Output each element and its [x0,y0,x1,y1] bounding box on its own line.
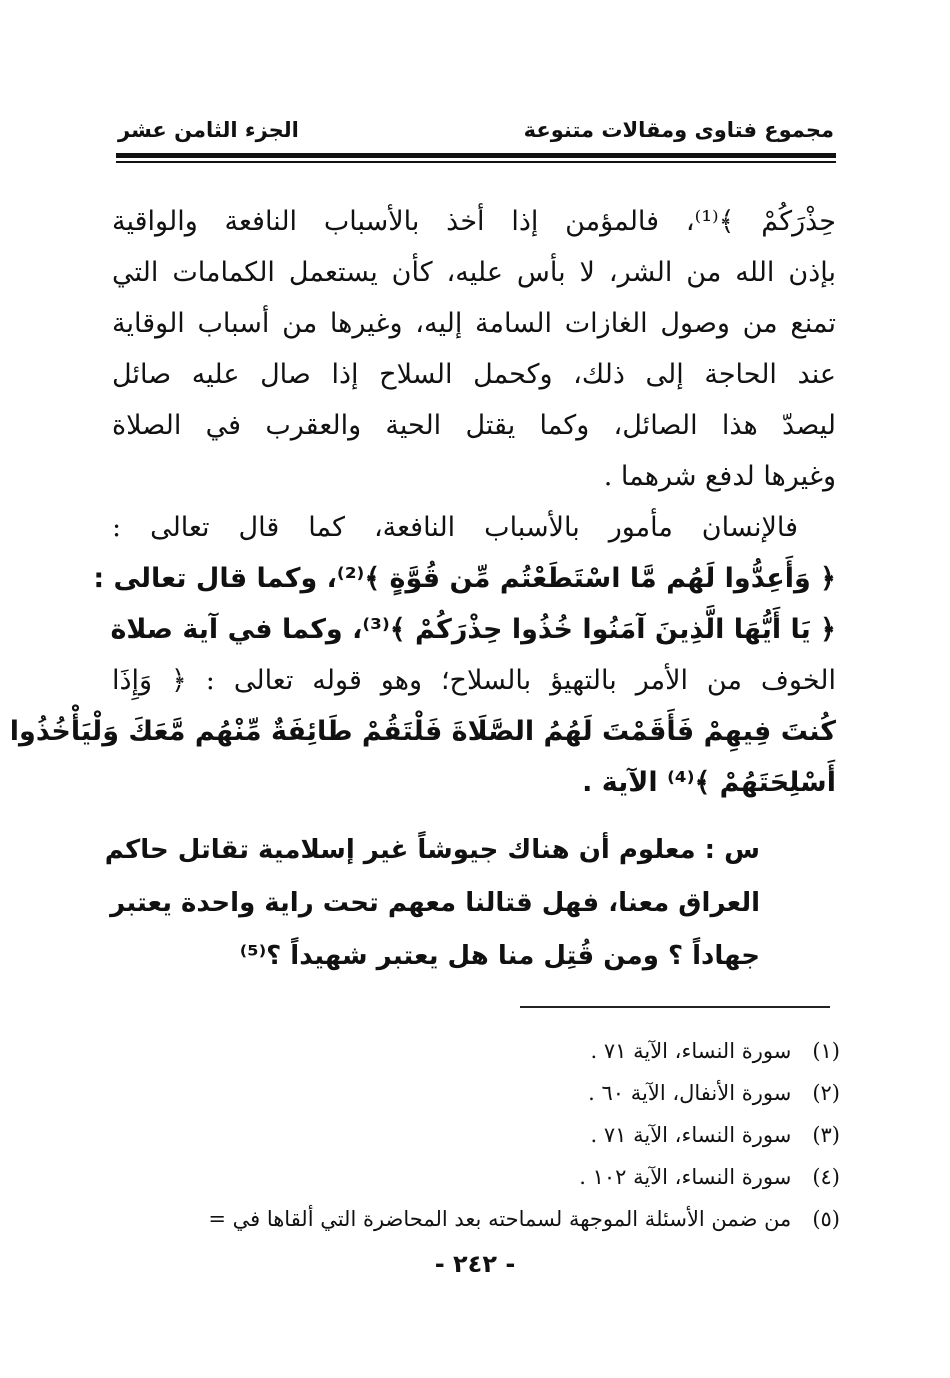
running-header [118,118,834,150]
footnote [112,1030,840,1072]
volume-label: الجزء الثامن عشر [118,118,299,142]
question-line: العراق معنا، فهل قتالنا معهم تحت راية واحدة يعتبر [110,888,760,918]
body-line: تمنع من وصول الغازات السامة إليه، وغيرها من أسباب الوقاية [112,308,837,339]
footnote-separator [520,1006,830,1008]
quran-line: أَسْلِحَتَهُمْ ﴾⁽⁴⁾ الآية . [582,767,836,798]
header-rule-thin [116,161,836,163]
body-line: ليصدّ هذا الصائل، وكما يقتل الحية والعقرب في الصلاة [112,410,836,441]
footnote-number: (٢) [812,1081,840,1105]
quran-line: ﴿ وَأَعِدُّوا لَهُم مَّا اسْتَطَعْتُم مِّن قُوَّةٍ ﴾⁽²⁾، وكما قال تعالى : [93,563,836,594]
footnote [112,1198,840,1240]
body-line: الخوف من الأمر بالتهيؤ بالسلاح؛ وهو قوله تعالى : ﴿ وَإِذَا [112,665,836,696]
header-rule-thick [116,153,836,158]
footnote-text: سورة النساء، الآية ١٠٢ . [579,1165,792,1189]
footnote [112,1156,840,1198]
book-title: مجموع فتاوى ومقالات متنوعة [523,118,834,142]
footnote-text: من ضمن الأسئلة الموجهة لسماحته بعد المحاضرة التي ألقاها في = [208,1207,792,1231]
footnotes [112,1030,840,1240]
footnote-text: سورة الأنفال، الآية ٦٠ . [588,1081,792,1105]
footnote-number: (١) [812,1039,840,1063]
body-line: فالإنسان مأمور بالأسباب النافعة، كما قال تعالى : [112,512,798,543]
footnote [112,1114,840,1156]
question-line: س : معلوم أن هناك جيوشاً غير إسلامية تقاتل حاكم [104,835,760,865]
question-line: جهاداً ؟ ومن قُتِل منا هل يعتبر شهيداً ؟⁽⁵⁾ [239,941,760,971]
body-line: حِذْرَكُمْ ﴾⁽¹⁾، فالمؤمن إذا أخذ بالأسباب النافعة والواقية [112,206,836,237]
page-number: - ٢٤٢ - [434,1250,516,1278]
body-line: وغيرها لدفع شرهما . [603,461,836,492]
footnote-text: سورة النساء، الآية ٧١ . [590,1123,792,1147]
quran-line: ﴿ يَا أَيُّهَا الَّذِينَ آمَنُوا خُذُوا حِذْرَكُمْ ﴾⁽³⁾، وكما في آية صلاة [110,614,836,645]
body-line: عند الحاجة إلى ذلك، وكحمل السلاح إذا صال عليه صائل [112,359,836,390]
footnote-number: (٣) [812,1123,840,1147]
footnote-number: (٤) [812,1165,840,1189]
footnote [112,1072,840,1114]
footnote-number: (٥) [812,1207,840,1231]
body-line: بإذن الله من الشر، لا بأس عليه، كأن يستعمل الكمامات التي [112,257,836,288]
question-block [104,824,760,983]
quran-line: كُنتَ فِيهِمْ فَأَقَمْتَ لَهُمُ الصَّلَاةَ فَلْتَقُمْ طَائِفَةٌ مِّنْهُم مَّعَكَ وَلْيَأْخُذُوا [9,716,836,747]
body-text [9,196,837,808]
footnote-text: سورة النساء، الآية ٧١ . [590,1039,792,1063]
